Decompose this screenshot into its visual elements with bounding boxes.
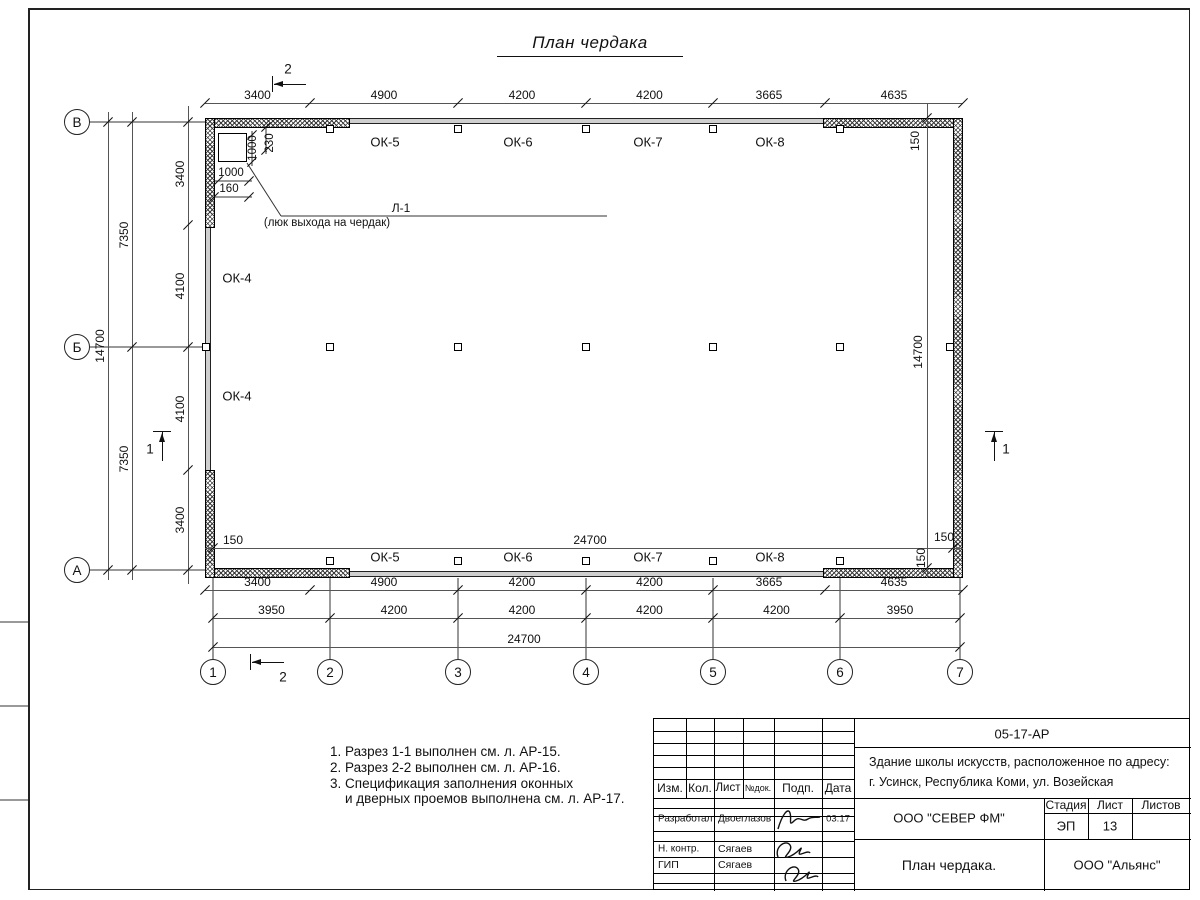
stamp-line bbox=[654, 743, 854, 744]
stamp-line bbox=[714, 798, 715, 891]
dim-label: 4200 bbox=[508, 575, 536, 589]
section-marker-arrow-icon bbox=[252, 659, 261, 665]
axis-bubble: 3 bbox=[445, 659, 471, 685]
column-square bbox=[454, 557, 462, 565]
company-name: ООО "СЕВЕР ФМ" bbox=[893, 810, 1005, 826]
dim-line bbox=[108, 112, 109, 580]
developer-name: Двоеглазов bbox=[718, 813, 772, 825]
wall-window-segment bbox=[350, 571, 823, 577]
column-square bbox=[582, 343, 590, 351]
column-square bbox=[946, 343, 954, 351]
stamp-line bbox=[654, 767, 854, 768]
rev-header-list: Лист bbox=[715, 782, 741, 794]
dim-label: 3400 bbox=[173, 506, 187, 534]
dim-label: 4200 bbox=[636, 88, 663, 102]
stamp-line bbox=[1132, 798, 1133, 839]
dim-label: 4200 bbox=[380, 603, 408, 617]
axis-bubble: 1 bbox=[200, 659, 226, 685]
object-line2: г. Усинск, Республика Коми, ул. Возейская bbox=[869, 775, 1114, 789]
dim-label: ОК-4 bbox=[222, 270, 252, 286]
dim-label: ОК-8 bbox=[755, 134, 785, 150]
dim-label: 150 bbox=[908, 130, 922, 152]
axis-bubble: Б bbox=[64, 334, 90, 360]
section-marker-bar bbox=[250, 654, 251, 670]
column-square bbox=[326, 343, 334, 351]
stamp-line bbox=[654, 731, 854, 732]
dim-label: 4900 bbox=[370, 575, 398, 589]
column-square bbox=[454, 125, 462, 133]
dim-label: 150 bbox=[222, 533, 244, 547]
column-square bbox=[454, 343, 462, 351]
list-value: 13 bbox=[1102, 818, 1118, 834]
dim-label: ОК-8 bbox=[755, 549, 785, 565]
list-label: Лист bbox=[1096, 798, 1124, 812]
stamp-line bbox=[854, 747, 1191, 748]
signature-developer-icon bbox=[776, 805, 822, 833]
dim-label: ОК-6 bbox=[503, 134, 533, 150]
drawing-title: План чердака bbox=[497, 33, 683, 57]
stamp-line bbox=[854, 719, 855, 891]
dim-label: 24700 bbox=[573, 533, 607, 547]
stamp-line bbox=[654, 831, 854, 832]
dim-label: 4100 bbox=[173, 395, 187, 422]
axis-bubble: 4 bbox=[573, 659, 599, 685]
dim-label: 230 bbox=[264, 133, 276, 153]
listov-label: Листов bbox=[1141, 798, 1181, 812]
dim-label: 4200 bbox=[636, 575, 663, 589]
dim-line bbox=[927, 103, 928, 578]
dim-label: 3950 bbox=[886, 603, 914, 617]
wall-hatched-segment bbox=[823, 118, 963, 128]
dim-label: ОК-7 bbox=[633, 549, 663, 565]
org-name: ООО "Альянс" bbox=[1073, 857, 1161, 873]
sheet-caption: План чердака. bbox=[901, 857, 997, 873]
dim-label: 24700 bbox=[507, 632, 541, 646]
dim-label: ОК-5 bbox=[370, 549, 400, 565]
dim-label: 4100 bbox=[173, 272, 187, 300]
dim-label: ОК-7 bbox=[633, 134, 663, 150]
dim-label: 3400 bbox=[173, 160, 187, 187]
rev-header-kol: Кол. bbox=[688, 781, 712, 795]
dim-label: Л-1 bbox=[391, 201, 411, 215]
dim-label: 4200 bbox=[508, 603, 536, 617]
axis-bubble: А bbox=[64, 557, 90, 583]
section-marker-label: 1 bbox=[146, 441, 154, 457]
dim-label: 3400 bbox=[244, 575, 271, 589]
developer-date: 03.17 bbox=[826, 813, 850, 825]
stamp-line bbox=[654, 841, 854, 842]
stamp-line bbox=[774, 719, 775, 798]
wall-hatched-segment bbox=[953, 118, 963, 578]
section-marker-label: 2 bbox=[284, 61, 292, 77]
axis-bubble: 2 bbox=[317, 659, 343, 685]
stage-value: ЭП bbox=[1056, 818, 1076, 834]
stamp-line bbox=[1088, 798, 1089, 839]
stamp-line bbox=[654, 808, 854, 809]
dim-label: 4900 bbox=[370, 88, 398, 102]
dim-label: (люк выхода на чердак) bbox=[263, 217, 391, 229]
axis-bubble: 6 bbox=[827, 659, 853, 685]
dim-label: 4200 bbox=[763, 603, 790, 617]
dim-label: 1000 bbox=[247, 135, 259, 161]
wall-hatched-segment bbox=[205, 470, 215, 578]
title-block bbox=[653, 718, 1190, 890]
ncontr-label: Н. контр. bbox=[658, 843, 700, 855]
stamp-line bbox=[654, 857, 854, 858]
dim-label: 7350 bbox=[117, 221, 131, 248]
dim-label: 1000 bbox=[218, 167, 244, 179]
developer-label: Разработал bbox=[658, 813, 713, 825]
gip-name: Сягаев bbox=[718, 859, 753, 871]
dim-label: 150 bbox=[933, 530, 955, 544]
section-marker-arrow-icon bbox=[159, 433, 165, 442]
gip-label: ГИП bbox=[658, 859, 679, 871]
stamp-line bbox=[822, 719, 823, 798]
column-square bbox=[709, 557, 717, 565]
stamp-line bbox=[654, 755, 854, 756]
note-line: 2. Разрез 2-2 выполнен см. л. АР-16. bbox=[330, 759, 561, 775]
stamp-line bbox=[854, 839, 1191, 840]
dim-label: 4635 bbox=[880, 88, 908, 102]
column-square bbox=[202, 343, 210, 351]
dim-label: 3950 bbox=[258, 603, 285, 617]
stamp-line bbox=[686, 719, 687, 798]
stamp-line bbox=[654, 883, 854, 884]
stamp-line bbox=[1044, 813, 1191, 814]
dim-label: ОК-6 bbox=[503, 549, 533, 565]
stamp-line bbox=[822, 798, 823, 891]
dim-line bbox=[213, 647, 960, 648]
dim-label: 150 bbox=[914, 547, 928, 569]
wall-hatched-segment bbox=[205, 118, 215, 228]
stamp-line bbox=[654, 779, 854, 780]
stamp-line bbox=[654, 873, 854, 874]
column-square bbox=[836, 557, 844, 565]
column-square bbox=[326, 557, 334, 565]
axis-bubble: В bbox=[64, 109, 90, 135]
section-marker-bar bbox=[272, 76, 273, 92]
rev-header-podp: Подп. bbox=[782, 781, 814, 795]
note-line: 1. Разрез 1-1 выполнен см. л. АР-15. bbox=[330, 744, 561, 759]
column-square bbox=[709, 125, 717, 133]
section-marker-arrow-icon bbox=[991, 433, 997, 442]
dim-label: 4200 bbox=[636, 603, 663, 617]
wall-window-segment bbox=[350, 118, 823, 124]
column-square bbox=[709, 343, 717, 351]
dim-label: ОК-4 bbox=[222, 388, 252, 404]
ncontr-name: Сягаев bbox=[718, 843, 753, 855]
rev-header-data: Дата bbox=[824, 781, 852, 795]
section-marker-label: 2 bbox=[279, 669, 287, 685]
rev-header-doc: №док. bbox=[744, 783, 772, 793]
stage-label: Стадия bbox=[1045, 798, 1087, 812]
column-square bbox=[836, 343, 844, 351]
rev-header-izm: Изм. bbox=[657, 781, 683, 795]
dim-line bbox=[205, 548, 963, 549]
axis-bubble: 7 bbox=[947, 659, 973, 685]
dim-label: 14700 bbox=[911, 335, 925, 369]
dim-label: 4200 bbox=[508, 88, 536, 102]
axis-bubble: 5 bbox=[700, 659, 726, 685]
column-square bbox=[836, 125, 844, 133]
column-square bbox=[582, 557, 590, 565]
section-marker-label: 1 bbox=[1002, 441, 1010, 457]
column-square bbox=[326, 125, 334, 133]
column-square bbox=[582, 125, 590, 133]
dim-label: 14700 bbox=[93, 329, 107, 363]
dim-label: 3665 bbox=[755, 88, 783, 102]
dim-label: 3400 bbox=[244, 88, 271, 102]
dim-label: 4635 bbox=[880, 575, 908, 589]
roof-hatch-opening bbox=[218, 133, 247, 162]
note-line: и дверных проемов выполнена см. л. АР-17. bbox=[345, 791, 625, 807]
dim-label: 7350 bbox=[117, 445, 131, 472]
doc-number: 05-17-АР bbox=[994, 726, 1050, 742]
note-line: 3. Спецификация заполнения оконных bbox=[330, 775, 574, 791]
wall-hatched-segment bbox=[205, 568, 350, 578]
dim-label: 3665 bbox=[755, 575, 783, 589]
dim-label: ОК-5 bbox=[370, 134, 400, 150]
section-marker-arrow-icon bbox=[274, 81, 283, 87]
notes-block bbox=[330, 744, 625, 807]
signature-ncontr-gip-icon bbox=[770, 837, 822, 889]
dim-label: 160 bbox=[219, 183, 239, 195]
object-line1: Здание школы искусств, расположенное по адресу: bbox=[869, 755, 1170, 769]
